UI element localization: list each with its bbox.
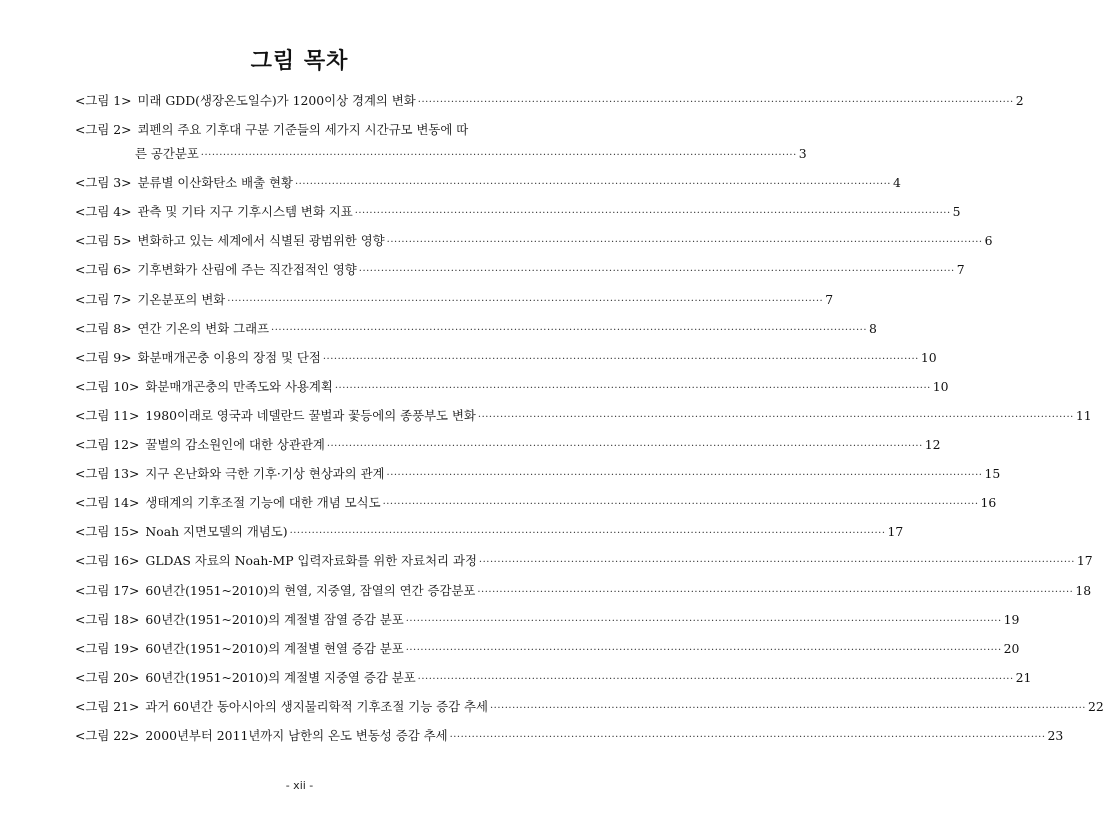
toc-entry-line: [75, 291, 834, 309]
toc-entry-line: [75, 524, 904, 541]
toc-entry[interactable]: [75, 262, 965, 279]
page-number: 11: [1075, 407, 1092, 423]
figure-title: 60년간(1951~2010)의 현열, 지중열, 잠열의 연간 증감분포: [145, 582, 476, 598]
figure-label: <그림 15>: [75, 524, 140, 540]
figure-title-continuation: 른 공간분포: [135, 146, 199, 162]
figure-label: <그림 12>: [75, 437, 140, 453]
figure-label: <그림 10>: [75, 378, 140, 394]
toc-entry-continuation-line: [75, 146, 807, 163]
dot-leader: [225, 295, 825, 309]
page-number: 5: [952, 204, 961, 220]
figure-title: 연간 기온의 변화 그래프: [137, 320, 270, 336]
figure-title: 미래 GDD(생장온도일수)가 1200이상 경계의 변화: [137, 93, 416, 108]
figure-label: <그림 14>: [75, 495, 140, 511]
figure-label: <그림 13>: [75, 466, 140, 482]
page-number: 17: [887, 524, 904, 540]
figure-label: <그림 5>: [75, 233, 132, 249]
toc-entry-line: [75, 640, 1020, 658]
toc-entry-line: [75, 123, 533, 137]
figure-title: 관측 및 기타 지구 기후시스템 변화 지표: [137, 204, 353, 220]
page-number: 10: [932, 378, 949, 394]
figure-label: <그림 2>: [75, 122, 132, 138]
dot-leader: [385, 469, 985, 483]
toc-entry-line: [75, 727, 1064, 745]
page-number: 3: [798, 146, 807, 162]
dot-leader: [385, 236, 985, 250]
figure-label: <그림 6>: [75, 262, 132, 278]
toc-entry[interactable]: [75, 553, 1093, 570]
toc-entry[interactable]: [75, 437, 941, 454]
figure-title: 기온분포의 변화: [137, 291, 226, 307]
toc-entry-line: [75, 582, 1092, 600]
page-number: 16: [980, 495, 997, 511]
toc-entry-line: [75, 553, 1093, 570]
toc-entry-line: [75, 378, 949, 396]
figure-label: <그림 18>: [75, 611, 140, 627]
figure-title: 꿀벌의 감소원인에 대한 상관관계: [145, 437, 325, 453]
dot-leader: [293, 178, 893, 192]
page-number: 7: [956, 262, 965, 278]
page-number: 10: [920, 349, 937, 365]
page-number: 23: [1047, 727, 1064, 743]
toc-entry[interactable]: [75, 611, 1020, 629]
dot-leader: [381, 498, 981, 512]
toc-entry-line: [75, 204, 961, 221]
figure-label: <그림 11>: [75, 407, 140, 423]
figure-label: <그림 21>: [75, 698, 140, 714]
page-number: 20: [1003, 640, 1020, 656]
dot-leader: [353, 207, 953, 221]
page-title: 그림 목차: [250, 49, 349, 74]
page-number: 12: [924, 437, 941, 453]
toc-entry[interactable]: [75, 204, 961, 221]
toc-entry-line: [75, 611, 1020, 629]
dot-leader: [288, 527, 888, 541]
toc-entry-line: [75, 437, 941, 454]
toc-entry[interactable]: [75, 698, 1104, 716]
dot-leader: [416, 673, 1016, 687]
figure-title: GLDAS 자료의 Noah-MP 입력자료화를 위한 자료처리 과정: [145, 553, 477, 569]
page-footer: - xii -: [285, 779, 314, 792]
page-number: 4: [892, 175, 901, 191]
toc-entry-line: [75, 669, 1032, 687]
figure-title: 지구 온난화와 극한 기후·기상 현상과의 관계: [145, 466, 385, 482]
figure-title: 60년간(1951~2010)의 계절별 현열 증감 분포: [145, 640, 404, 656]
toc-entry-line: [75, 698, 1104, 716]
page-number: 7: [825, 291, 834, 307]
figure-label: <그림 20>: [75, 669, 140, 685]
toc-entry[interactable]: [75, 233, 993, 250]
dot-leader: [448, 731, 1048, 745]
figure-title: 2000년부터 2011년까지 남한의 온도 변동성 증감 추세: [145, 727, 448, 743]
toc-entry[interactable]: [75, 407, 1092, 425]
page-number: 15: [984, 466, 1001, 482]
dot-leader: [488, 702, 1088, 716]
figure-title: 화분매개곤충 이용의 장점 및 단점: [137, 349, 321, 365]
dot-leader: [199, 149, 799, 163]
figure-title: 화분매개곤충의 만족도와 사용계획: [145, 378, 333, 394]
toc-entry[interactable]: [75, 320, 877, 338]
toc-entry[interactable]: [75, 495, 997, 512]
figure-label: <그림 22>: [75, 727, 140, 743]
toc-entry[interactable]: [75, 640, 1020, 658]
figure-title: 1980이래로 영국과 네델란드 꿀벌과 꽃등에의 종풍부도 변화: [145, 407, 476, 423]
figure-table-of-contents: [75, 93, 1104, 758]
page-number: 19: [1003, 611, 1020, 627]
toc-entry[interactable]: [75, 349, 937, 367]
dot-leader: [404, 615, 1004, 629]
figure-label: <그림 8>: [75, 320, 132, 336]
figure-title: Noah 지면모델의 개념도): [145, 524, 288, 540]
toc-entry[interactable]: [75, 524, 904, 541]
figure-label: <그림 3>: [75, 175, 132, 191]
dot-leader: [357, 265, 957, 279]
dot-leader: [404, 644, 1004, 658]
page-number: 8: [869, 320, 877, 336]
figure-label: <그림 1>: [75, 93, 132, 108]
page-number: 2: [1015, 93, 1024, 108]
toc-entry-line: [75, 320, 877, 338]
figure-title: 분류별 이산화탄소 배출 현황: [137, 175, 293, 191]
dot-leader: [477, 556, 1077, 570]
dot-leader: [476, 411, 1076, 425]
figure-title: 60년간(1951~2010)의 계절별 지중열 증감 분포: [145, 669, 416, 685]
dot-leader: [475, 586, 1075, 600]
figure-title: 60년간(1951~2010)의 계절별 잠열 증감 분포: [145, 611, 404, 627]
figure-label: <그림 17>: [75, 582, 140, 598]
page-number: 18: [1075, 582, 1092, 598]
dot-leader: [333, 382, 933, 396]
figure-label: <그림 7>: [75, 291, 132, 307]
dot-leader: [321, 353, 921, 367]
toc-entry[interactable]: [75, 727, 1064, 745]
page-number: 21: [1015, 669, 1032, 685]
toc-entry-line: [75, 262, 965, 279]
figure-title: 생태계의 기후조절 기능에 대한 개념 모식도: [145, 495, 381, 511]
toc-entry[interactable]: [75, 669, 1032, 687]
toc-entry-line: [75, 466, 1001, 483]
toc-entry-line: [75, 407, 1092, 425]
toc-entry-line: [75, 495, 997, 512]
figure-title: 변화하고 있는 세계에서 식별된 광범위한 영향: [137, 233, 385, 249]
dot-leader: [416, 96, 1016, 110]
toc-entry[interactable]: [75, 466, 1001, 483]
page-number: 17: [1076, 553, 1093, 569]
toc-entry[interactable]: [75, 93, 1024, 110]
page-number: 6: [984, 233, 993, 249]
toc-entry[interactable]: [75, 582, 1092, 600]
toc-entry[interactable]: [75, 378, 949, 396]
toc-entry[interactable]: [75, 122, 807, 163]
toc-entry[interactable]: [75, 291, 834, 309]
figure-title: 과거 60년간 동아시아의 생지물리학적 기후조절 기능 증감 추세: [145, 698, 488, 714]
toc-entry-line: [75, 175, 901, 192]
toc-entry-line: [75, 93, 1024, 110]
page-number: 22: [1087, 698, 1104, 714]
figure-label: <그림 19>: [75, 640, 140, 656]
toc-entry[interactable]: [75, 175, 901, 192]
dot-leader: [269, 324, 869, 338]
toc-entry-line: [75, 233, 993, 250]
figure-title: 쾨펜의 주요 기후대 구분 기준들의 세가지 시간규모 변동에 따: [137, 122, 469, 138]
figure-label: <그림 9>: [75, 349, 132, 365]
figure-title: 기후변화가 산림에 주는 직간접적인 영향: [137, 262, 357, 278]
figure-label: <그림 4>: [75, 204, 132, 220]
figure-label: <그림 16>: [75, 553, 140, 569]
toc-entry-line: [75, 349, 937, 367]
dot-leader: [325, 440, 925, 454]
